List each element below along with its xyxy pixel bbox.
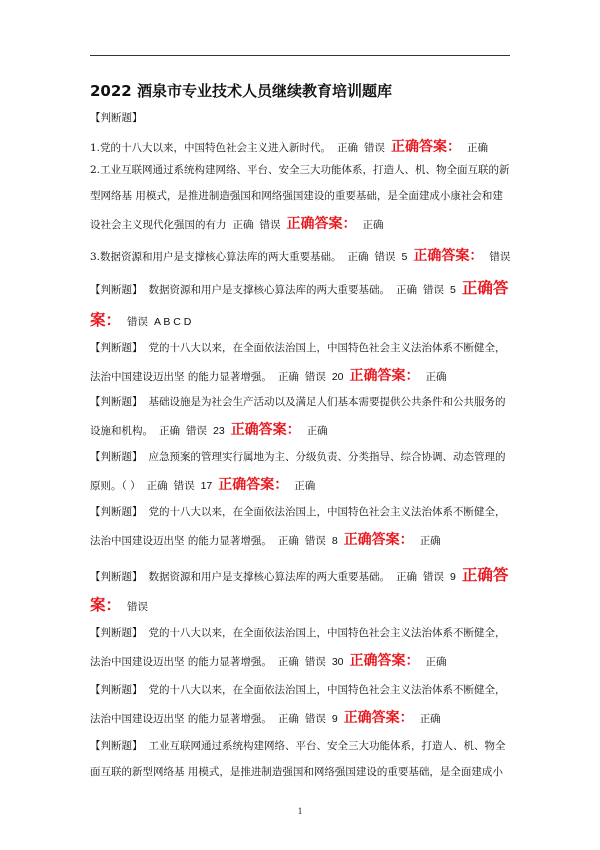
answer-label: 案： (90, 596, 122, 614)
question-7-line-2: 原则。（ ） 正确 错误 17 正确答案： 正确 (90, 477, 316, 493)
answer-value: 正确 (419, 713, 441, 725)
question-2-line-2: 型网络基 用模式，是推进制造强国和网络强国建设的重要基础，是全面建成小康社会和建 (90, 190, 503, 202)
answer-value: 正确 (294, 480, 316, 492)
answer-label: 正确答案： (349, 653, 420, 669)
question-6-line-1: 【判断题】 基础设施是为社会生产活动以及满足人们基本需要提供公共条件和公共服务的 (90, 396, 506, 408)
question-12-line-1: 【判断题】 工业互联网通过系统构建网络、平台、安全三大功能体系，打造人、机、物全 (90, 740, 506, 752)
answer-label: 正确答案： (343, 532, 414, 548)
question-2-line-3: 设社会主义现代化强国的有力 正确 错误 正确答案： 正确 (90, 216, 384, 232)
answer-value: 正确 (467, 142, 489, 154)
question-11-line-1: 【判断题】 党的十八大以来，在全面依法治国上，中国特色社会主义法治体系不断健全， (90, 684, 506, 696)
answer-value: 正确 (362, 219, 384, 231)
question-6-line-2: 设施和机构。 正确 错误 23 正确答案： 正确 (90, 422, 328, 438)
answer-value: 正确 (425, 371, 447, 383)
question-7-line-1: 【判断题】 应急预案的管理实行属地为主、分级负责、分类指导、综合协调、动态管理的 (90, 451, 506, 463)
options-extra: A B C D (154, 316, 192, 328)
question-11-line-2: 法治中国建设迈出坚 的能力显著增强。 正确 错误 9 正确答案： 正确 (90, 710, 441, 726)
section-label: 【判断题】 (90, 112, 143, 124)
answer-value: 错误 (127, 316, 149, 328)
question-10-line-1: 【判断题】 党的十八大以来，在全面依法治国上，中国特色社会主义法治体系不断健全， (90, 627, 506, 639)
question-10-line-2: 法治中国建设迈出坚 的能力显著增强。 正确 错误 30 正确答案： 正确 (90, 653, 447, 669)
header-rule (90, 55, 510, 56)
question-9-line-2 (90, 598, 148, 614)
answer-label: 正确答案： (413, 248, 484, 264)
question-12-line-2: 面互联的新型网络基 用模式，是推进制造强国和网络强国建设的重要基础，是全面建成小 (90, 766, 503, 778)
page-title: 2022 酒泉市专业技术人员继续教育培训题库 (90, 82, 392, 100)
question-5-line-1: 【判断题】 党的十八大以来，在全面依法治国上，中国特色社会主义法治体系不断健全， (90, 342, 506, 354)
question-1: 1.党的十八大以来，中国特色社会主义进入新时代。 正确 错误 正确答案： 正确 (90, 139, 489, 155)
page-number: 1 (297, 806, 303, 816)
answer-label: 正确答案： (343, 710, 414, 726)
answer-label: 正确答案： (286, 216, 357, 232)
answer-label: 案： (90, 311, 122, 329)
answer-value: 错误 (127, 601, 149, 613)
answer-label: 正确答案： (230, 422, 301, 438)
answer-label: 正确答 (461, 566, 509, 584)
question-4-line-2 (90, 313, 191, 329)
question-9-line-1: 【判断题】 数据资源和用户是支撑核心算法库的两大重要基础。 正确 错误 9 正确答 (90, 566, 509, 584)
answer-label: 正确答案： (391, 139, 462, 155)
question-2-line-1: 2.工业互联网通过系统构建网络、平台、安全三大功能体系，打造人、机、物全面互联的新 (90, 164, 510, 176)
answer-label: 正确答 (461, 279, 509, 297)
answer-value: 正确 (306, 425, 328, 437)
answer-value: 错误 (489, 251, 511, 263)
question-5-line-2: 法治中国建设迈出坚 的能力显著增强。 正确 错误 20 正确答案： 正确 (90, 368, 447, 384)
answer-label: 正确答案： (218, 477, 289, 493)
question-8-line-2: 法治中国建设迈出坚 的能力显著增强。 正确 错误 8 正确答案： 正确 (90, 532, 441, 548)
question-4-line-1: 【判断题】 数据资源和用户是支撑核心算法库的两大重要基础。 正确 错误 5 正确答 (90, 279, 509, 297)
answer-label: 正确答案： (349, 368, 420, 384)
question-3: 3.数据资源和用户是支撑核心算法库的两大重要基础。 正确 错误 5 正确答案： 错误 (90, 248, 511, 264)
question-8-line-1: 【判断题】 党的十八大以来，在全面依法治国上，中国特色社会主义法治体系不断健全， (90, 506, 506, 518)
answer-value: 正确 (425, 656, 447, 668)
answer-value: 正确 (419, 535, 441, 547)
